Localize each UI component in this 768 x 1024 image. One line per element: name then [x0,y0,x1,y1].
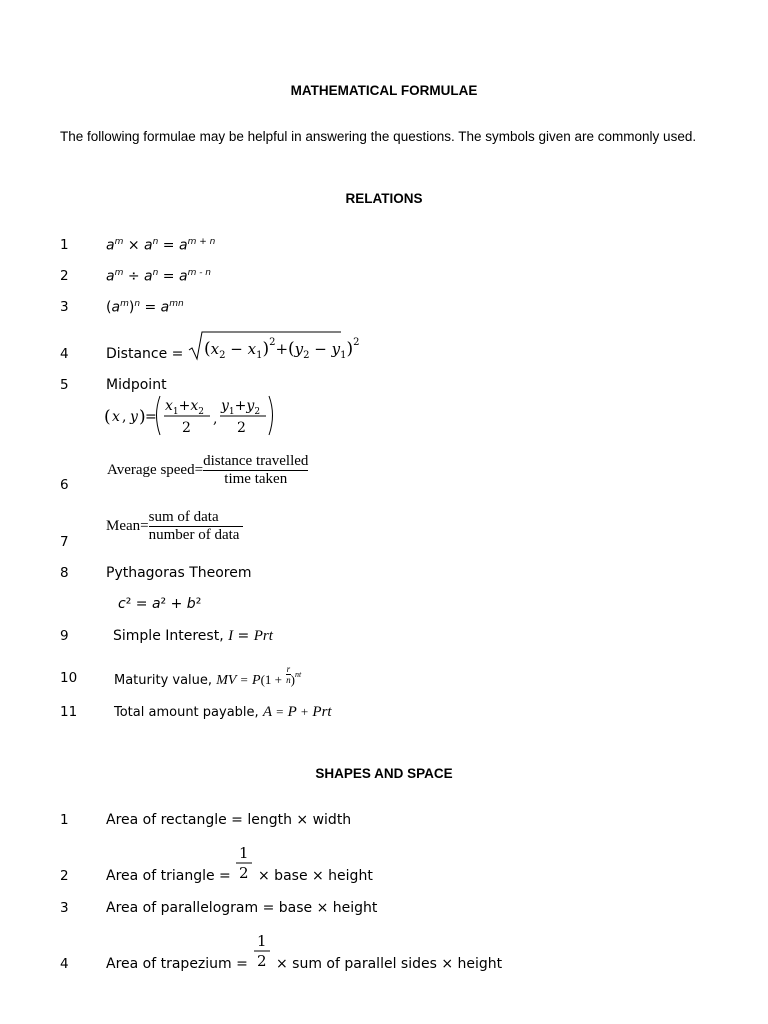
triangle-area-label: Area of triangle = [106,868,231,884]
relation-number-11: 11 [60,704,78,720]
svg-text:,: , [213,411,218,427]
svg-text:): ) [139,407,146,427]
relation-number-3: 3 [60,299,69,315]
relation-number-2: 2 [60,268,69,284]
svg-text:x1+x2: $x_1+x_2$ [165,398,205,417]
mean-numerator: sum of data [148,509,219,525]
shape-number-1: 1 [60,812,69,828]
distance-formula [186,328,360,362]
svg-text:(: ( [104,407,111,427]
mean-label: Mean= [106,518,149,534]
relation-number-4: 4 [60,346,69,362]
shape-number-3: 3 [60,900,69,916]
svg-text:2: 2 [182,420,191,436]
svg-text:x: x [112,409,120,425]
relation-number-6: 6 [60,477,69,493]
half-fraction-triangle [234,843,254,883]
maturity-value-formula: Maturity value, MV = P(1 + $\frac{r}{n}$ )$^{nt}$ [114,664,302,688]
svg-text:(x2 − x1)2+(y2 − y1)2: $(x_2 - x_1)^2+(y_2 - y_1)^2$ [204,337,360,361]
svg-text:1: 1 [239,844,249,862]
total-payable-formula: Total amount payable, A = P + Prt [114,704,332,720]
intro-paragraph: The following formulae may be helpful in answering the questions. The symbols given are commonly used. [60,129,697,144]
parallelogram-area-formula: Area of parallelogram = base × height [106,900,378,916]
relation-number-8: 8 [60,565,69,581]
average-speed-numerator: distance travelled [203,453,309,469]
average-speed-label: Average speed= [107,462,204,478]
svg-text:,: , [122,409,127,425]
pythagoras-formula: c² = a² + b² [118,596,202,612]
mean-formula [106,509,243,544]
svg-text:=: = [145,409,157,425]
relation-number-5: 5 [60,377,69,393]
formula-2: $a^m \div a^n = a^{m - n}$ [106,268,212,285]
midpoint-label: Midpoint [106,377,167,393]
svg-text:y1+y2: $y_1+y_2$ [221,398,261,417]
average-speed-denominator: time taken [203,470,308,488]
half-fraction-trapezium [252,931,272,971]
svg-text:y: y [130,409,138,425]
total-payable-label: Total amount payable, [114,705,259,720]
simple-interest-label: Simple Interest, [113,628,224,644]
rectangle-area-formula: Area of rectangle = length × width [106,812,352,828]
relations-heading: RELATIONS [345,191,423,206]
shape-number-4: 4 [60,956,69,972]
svg-text:1: 1 [257,932,267,950]
relation-number-9: 9 [60,628,69,644]
mean-denominator: number of data [149,526,244,544]
shape-number-2: 2 [60,868,69,884]
svg-text:2: 2 [237,420,246,436]
relation-number-7: 7 [60,534,69,550]
formula-1: $a^m \times a^n = a^{m + n}$ [106,237,216,254]
midpoint-formula [103,393,278,439]
distance-label: Distance = [106,346,184,362]
relation-number-1: 1 [60,237,69,253]
simple-interest-formula: Simple Interest, I = Prt [113,628,273,644]
pythagoras-label: Pythagoras Theorem [106,565,252,581]
svg-text:2: 2 [239,864,249,882]
maturity-value-label: Maturity value, [114,673,213,688]
svg-text:2: 2 [257,952,267,970]
trapezium-area-rest: × sum of parallel sides × height [276,956,503,972]
trapezium-area-label: Area of trapezium = [106,956,248,972]
average-speed-formula [107,453,308,488]
triangle-area-rest: × base × height [258,868,373,884]
relation-number-10: 10 [60,670,78,686]
shapes-heading: SHAPES AND SPACE [315,766,453,781]
formula-3: $(a^m)^n = a^{mn}$ [106,299,184,316]
page-title: MATHEMATICAL FORMULAE [290,83,478,98]
